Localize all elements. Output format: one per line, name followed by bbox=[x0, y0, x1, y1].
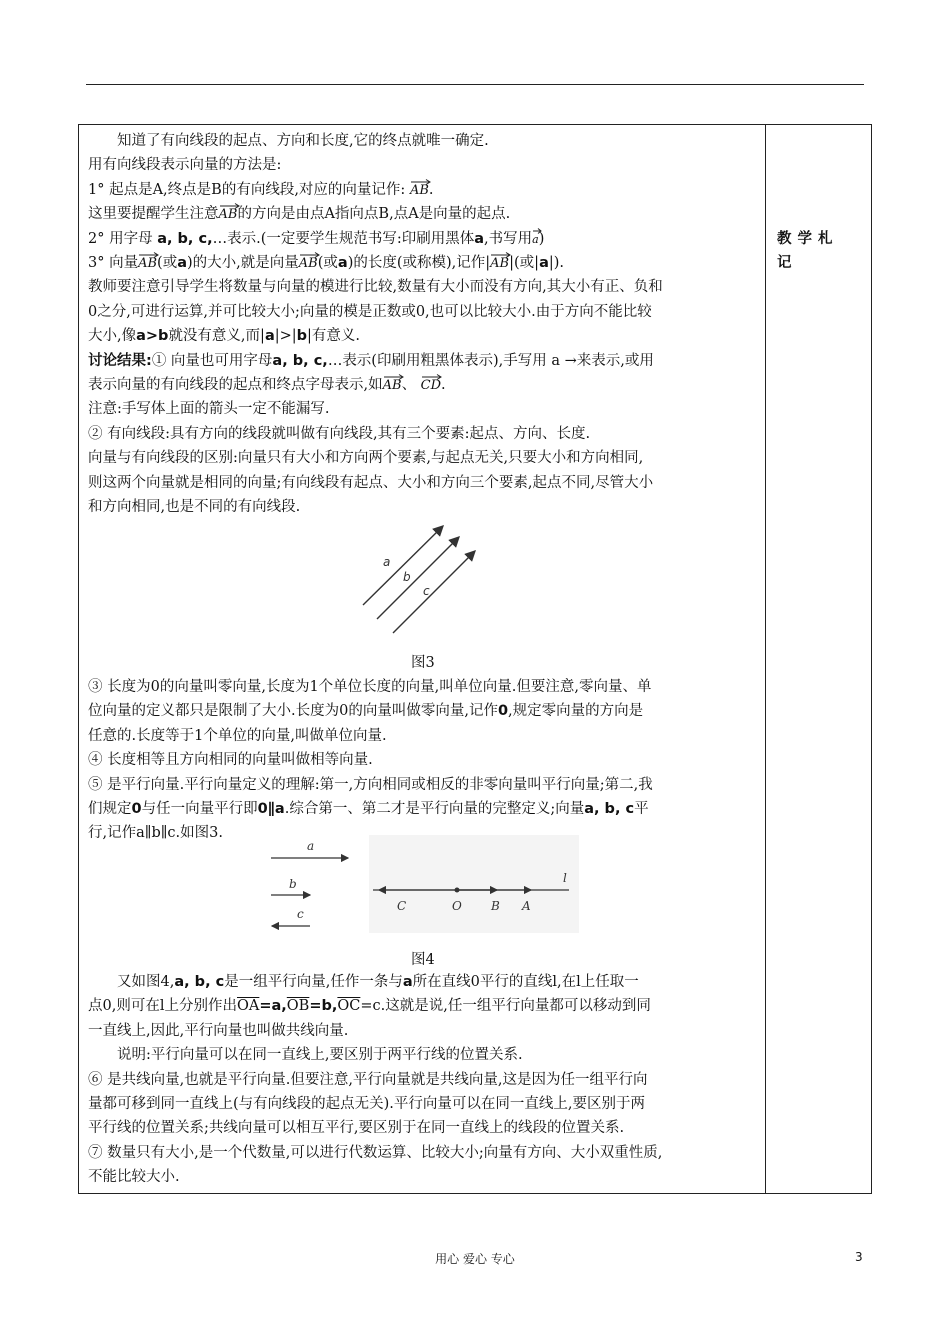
fig3-label-b: b bbox=[403, 570, 411, 584]
text-line: ⑦ 数量只有大小,是一个代数量,可以进行代数运算、比较大小;向量有方向、大小双重性质, bbox=[88, 1144, 663, 1161]
text-line: 讨论结果:① 向量也可用字母a, b, c,…表示(印刷用粗黑体表示),手写用 a →来表示,或用 bbox=[88, 352, 654, 369]
page-number: 3 bbox=[855, 1250, 863, 1264]
vector-oa: $\overline{OA}$ bbox=[236, 998, 260, 1015]
vector-ab: AB bbox=[138, 251, 157, 271]
vector-ab: AB bbox=[490, 251, 509, 271]
figure-3 bbox=[359, 523, 484, 639]
vector-oc: $\overline{OC}$ bbox=[337, 998, 361, 1015]
text-line: ⑤ 是平行向量.平行向量定义的理解:第一,方向相同或相反的非零向量叫平行向量;第二,我 bbox=[88, 776, 653, 793]
vector-a-handwritten: a bbox=[532, 227, 539, 247]
text-line: ② 有向线段:具有方向的线段就叫做有向线段,其有三个要素:起点、方向、长度. bbox=[88, 425, 591, 442]
text-line: 不能比较大小. bbox=[88, 1169, 180, 1186]
text-line: 又如图4,a, b, c是一组平行向量,任作一条与a所在直线0平行的直线l,在l上任取一 bbox=[117, 974, 639, 990]
text-line: 大小,像a>b就没有意义,而|a|>|b|有意义. bbox=[88, 328, 361, 345]
side-note: 教学札记 bbox=[777, 231, 839, 271]
figure-4-caption: 图4 bbox=[411, 952, 435, 968]
text-line: 表示向量的有向线段的起点和终点字母表示,如 AB、 CD. bbox=[88, 373, 758, 397]
main-text bbox=[88, 129, 758, 520]
fig3-label-a: a bbox=[383, 555, 391, 569]
main-text-3 bbox=[88, 970, 758, 1190]
text-line: 量都可移到同一直线上(与有向线段的起点无关).平行向量可以在同一直线上,要区别于两 bbox=[88, 1096, 646, 1113]
text-line: 教师要注意引导学生将数量与向量的模进行比较,数量有大小而没有方向,其大小有正、负和 bbox=[88, 279, 663, 296]
fig4-label-a: a bbox=[307, 839, 315, 853]
text-line: 任意的.长度等于1个单位的向量,叫做单位向量. bbox=[88, 727, 387, 744]
text-line: 用有向线段表示向量的方法是: bbox=[88, 157, 282, 174]
text-line: 行,记作a∥b∥c.如图3. bbox=[88, 825, 223, 842]
footer-text: 用心 爱心 专心 bbox=[435, 1252, 515, 1266]
header-rule bbox=[86, 84, 864, 85]
fig4-label-c: c bbox=[297, 907, 304, 921]
vector-ob: $\overline{OB}$ bbox=[286, 998, 310, 1015]
text-line: 平行线的位置关系;共线向量可以相互平行,要区别于在同一直线上的线段的位置关系. bbox=[88, 1120, 625, 1137]
text-line: 则这两个向量就是相同的向量;有向线段有起点、大小和方向三个要素,起点不同,尽管大小 bbox=[88, 474, 654, 491]
fig4-point-label: C bbox=[397, 899, 407, 913]
fig4-point-label: A bbox=[522, 899, 531, 913]
text-line: 点0,则可在l上分别作出$\overline{OA}=a,\overline{OB}=b,\overline{OC}=c$.这就是说,任一组平行向量都可以移动到同 bbox=[88, 998, 651, 1015]
main-text-2 bbox=[88, 675, 758, 846]
lesson-table bbox=[78, 124, 872, 1194]
fig3-label-c: c bbox=[423, 584, 430, 598]
figure-3-caption: 图3 bbox=[411, 655, 435, 671]
text-line: 知道了有向线段的起点、方向和长度,它的终点就唯一确定. bbox=[117, 133, 489, 149]
fig4-label-b: b bbox=[289, 877, 297, 891]
vector-cd: CD bbox=[421, 373, 441, 393]
text-line: 说明:平行向量可以在同一直线上,要区别于两平行线的位置关系. bbox=[117, 1047, 523, 1064]
text-line: 0之分,可进行运算,并可比较大小;向量的模是正数或0,也可以比较大小.由于方向不能比较 bbox=[88, 303, 652, 320]
fig4-line-label: l bbox=[563, 871, 567, 885]
text-line: 1° 起点是A,终点是B的有向线段,对应的向量记作: AB. bbox=[88, 178, 758, 202]
text-line: 位向量的定义都只是限制了大小.长度为0的向量叫做零向量,记作0,规定零向量的方向是 bbox=[88, 703, 644, 720]
text-line: ③ 长度为0的向量叫零向量,长度为1个单位长度的向量,叫单位向量.但要注意,零向量、单 bbox=[88, 679, 652, 695]
vector-ab: AB bbox=[383, 373, 402, 393]
fig4-point-o bbox=[455, 888, 460, 893]
text-line: 一直线上,因此,平行向量也叫做共线向量. bbox=[88, 1022, 349, 1039]
text-line: 们规定0与任一向量平行即0∥a.综合第一、第二才是平行向量的完整定义;向量a, b, c平 bbox=[88, 801, 649, 818]
text-line: ⑥ 是共线向量,也就是平行向量.但要注意,平行向量就是共线向量,这是因为任一组平行向 bbox=[88, 1071, 648, 1088]
fig4-point-label: B bbox=[491, 899, 500, 913]
column-divider bbox=[765, 125, 766, 1193]
vector-ab: AB bbox=[219, 202, 238, 222]
vector-ab: AB bbox=[410, 178, 429, 198]
figure-4 bbox=[269, 835, 579, 933]
text-line: 向量与有向线段的区别:向量只有大小和方向两个要素,与起点无关,只要大小和方向相同, bbox=[88, 450, 644, 467]
text-line: 2° 用字母 a, b, c,…表示.(一定要学生规范书写:印刷用黑体a,书写用 a) bbox=[88, 227, 758, 251]
text-line: 3° 向量 AB(或a)的大小,就是向量 AB(或a)的长度(或称模),记作| AB|(或|a|). bbox=[88, 251, 758, 275]
fig3-vector-b bbox=[377, 537, 459, 619]
text-line: 这里要提醒学生注意 AB的方向是由点A指向点B,点A是向量的起点. bbox=[88, 202, 758, 226]
text-line: 和方向相同,也是不同的有向线段. bbox=[88, 499, 301, 516]
vector-ab: AB bbox=[299, 251, 318, 271]
text-line: ④ 长度相等且方向相同的向量叫做相等向量. bbox=[88, 752, 373, 769]
text-line: 注意:手写体上面的箭头一定不能漏写. bbox=[88, 401, 330, 418]
fig4-point-label: O bbox=[452, 899, 462, 913]
